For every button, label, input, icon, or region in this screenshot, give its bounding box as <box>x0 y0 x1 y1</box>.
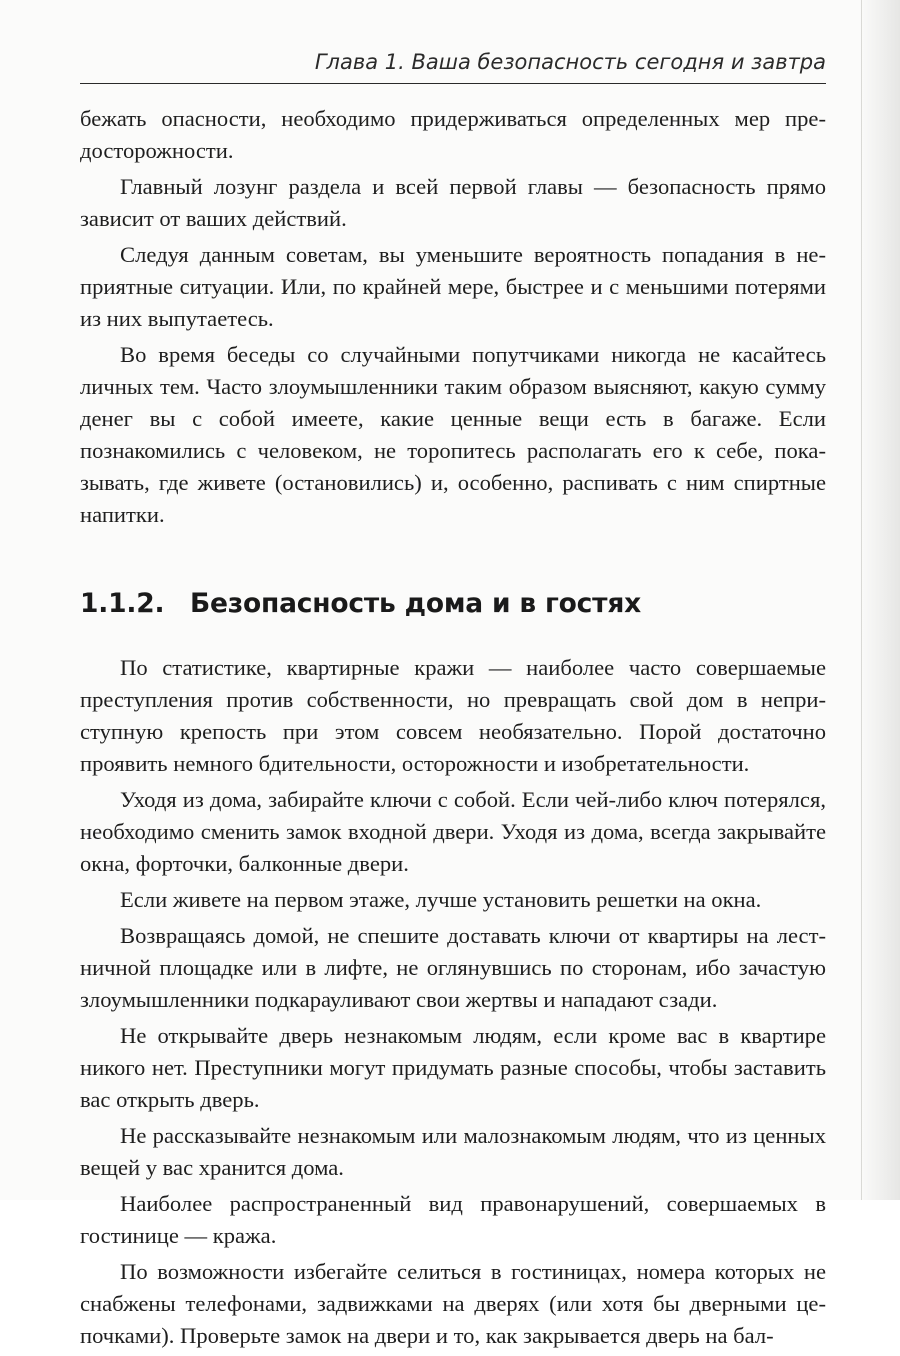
paragraph: Возвращаясь домой, не спешите доставать ключи от квартиры на лестничной площадке или в лифте, не оглянувшись по сторонам, ибо зачастую злоумышленники подкарауливают свои жертвы и нападают сзади. <box>80 923 826 1012</box>
paragraph: Во время беседы со случайными попутчиками никогда не касайтесь личных тем. Часто злоумышленники таким образом выясняют, какую сумму денег вы с собой имеете, какие ценные вещи есть в багаже. Если познакомились с человеком, не торопитесь располагать его к себе, показывать, где живете (остановились) и, особенно, распивать с ним спиртные напитки. <box>80 342 826 527</box>
page-body <box>80 103 826 1356</box>
page-edge-shadow <box>860 0 900 1200</box>
paragraph: Уходя из дома, забирайте ключи с собой. Если чей-либо ключ потерялся, необходимо сменить замок входной двери. Уходя из дома, всегда закрывайте окна, форточки, балконные двери. <box>80 787 826 876</box>
section-heading <box>80 586 826 622</box>
paragraph: бежать опасности, необходимо придерживаться определенных мер предосторожности. <box>80 106 826 163</box>
running-title: Глава 1. Ваша безопасность сегодня и завтра <box>314 50 826 74</box>
section-title: Безопасность дома и в гостях <box>190 588 642 619</box>
paragraph: Наиболее распространенный вид правонарушений, совершаемых в гостинице — кража. <box>80 1191 826 1248</box>
paragraph: Если живете на первом этаже, лучше установить решетки на окна. <box>120 887 762 912</box>
paragraph: Следуя данным советам, вы уменьшите вероятность попадания в неприятные ситуации. Или, по крайней мере, быстрее и с меньшими потерями из них выпутаетесь. <box>80 242 826 331</box>
paragraph: Не рассказывайте незнакомым или малознакомым людям, что из ценных вещей у вас хранится дома. <box>80 1123 826 1180</box>
running-header <box>80 47 826 84</box>
paragraph: По статистике, квартирные кражи — наиболее часто совершаемые преступления против собственности, но превращать свой дом в неприступную крепость при этом совсем необязательно. Порой достаточно проявить немного бдительности, осторожности и изобретательности. <box>80 655 826 776</box>
paragraph: По возможности избегайте селиться в гостиницах, номера которых не снабжены телефонами, задвижками на дверях (или хотя бы дверными цепочками). Проверьте замок на двери и то, как закрывается дверь на бал- <box>80 1259 826 1348</box>
paragraph: Не открывайте дверь незнакомым людям, если кроме вас в квартире никого нет. Преступники могут придумать разные способы, чтобы заставить вас открыть дверь. <box>80 1023 826 1112</box>
section-number: 1.1.2. <box>80 588 165 619</box>
paragraph: Главный лозунг раздела и всей первой главы — безопасность прямо зависит от ваших действий. <box>80 174 826 231</box>
